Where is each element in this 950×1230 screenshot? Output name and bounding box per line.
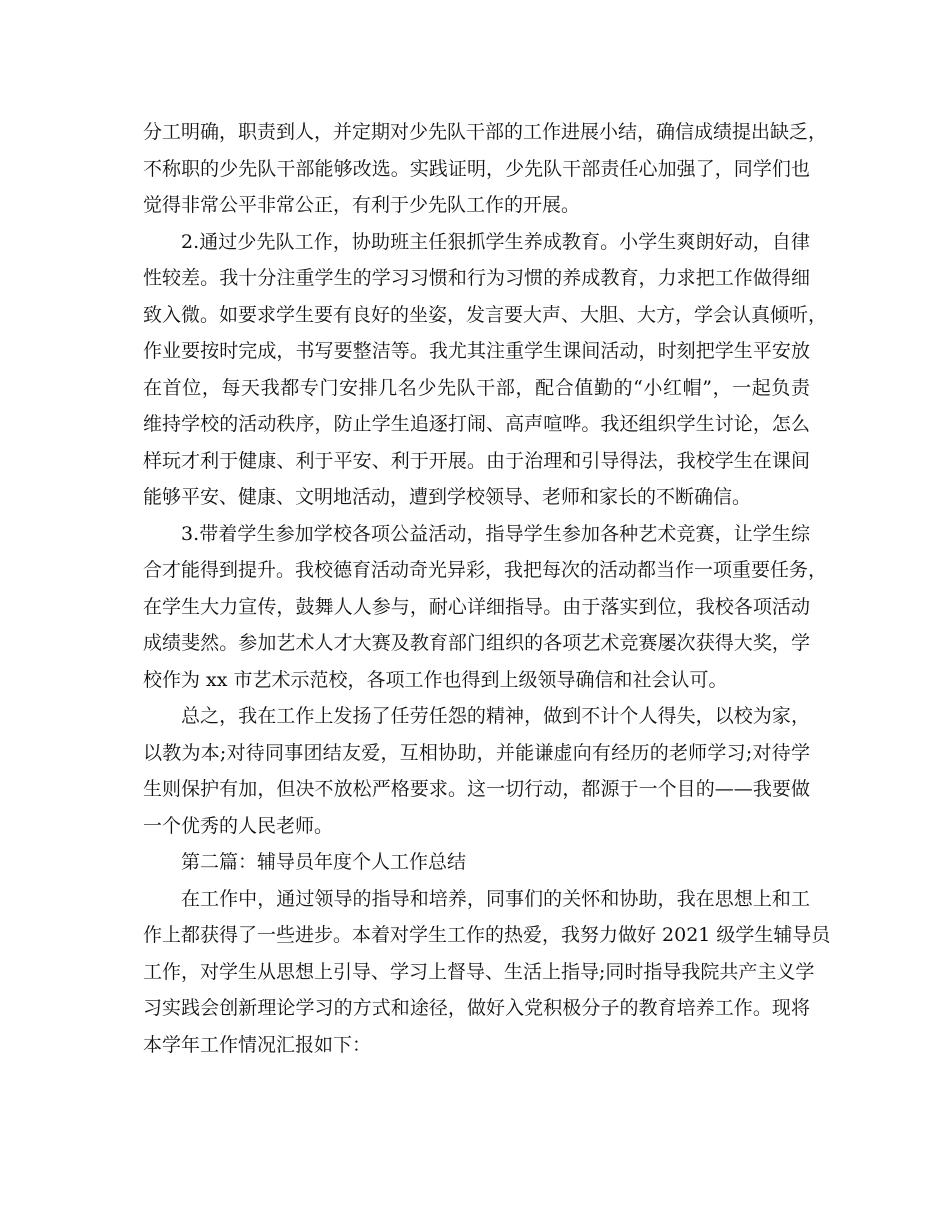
text-line: 3.带着学生参加学校各项公益活动，指导学生参加各种艺术竞赛，让学生综 [181, 522, 810, 545]
document-page [143, 114, 831, 1063]
text-line: 习实践会创新理论学习的方式和途径，做好入党积极分子的教育培养工作。现将 [143, 997, 810, 1019]
text-line: 总之，我在工作上发扬了任劳任怨的精神，做到不计个人得失，以校为家， [181, 705, 810, 727]
text-line: 觉得非常公平非常公正，有利于少先队工作的开展。 [143, 194, 581, 216]
text-line: 性较差。我十分注重学生的学习习惯和行为习惯的养成教育，力求把工作做得细 [143, 267, 810, 289]
text-line: 一个优秀的人民老师。 [143, 814, 334, 837]
text-line: 样玩才利于健康、利于平安、利于开展。由于治理和引导得法，我校学生在课间 [143, 449, 810, 472]
text-line: 合才能得到提升。我校德育活动奇光异彩，我把每次的活动都当作一项重要任务， [143, 559, 828, 581]
text-line: 作业要按时完成，书写要整洁等。我尤其注重学生课间活动，时刻把学生平安放 [143, 340, 810, 362]
text-line: 第二篇：辅导员年度个人工作总结 [181, 851, 467, 873]
text-line: 本学年工作情况汇报如下： [143, 1033, 372, 1056]
text-line: 在学生大力宣传，鼓舞人人参与，耐心详细指导。由于落实到位，我校各项活动 [143, 595, 810, 618]
text-line: 校作为 xx 市艺术示范校，各项工作也得到上级领导确信和社会认可。 [143, 668, 728, 691]
text-line: 作上都获得了一些进步。本着对学生工作的热爱，我努力做好 2021 级学生辅导员 [143, 924, 831, 946]
text-line: 能够平安、健康、文明地活动，遭到学校领导、老师和家长的不断确信。 [143, 486, 752, 508]
text-line: 在首位，每天我都专门安排几名少先队干部，配合值勤的“小红帽”，一起负责 [143, 376, 810, 399]
text-line: 不称职的少先队干部能够改选。实践证明，少先队干部责任心加强了，同学们也 [143, 157, 810, 180]
text-line: 工作，对学生从思想上引导、学习上督导、生活上指导;同时指导我院共产主义学 [143, 960, 815, 983]
text-line: 维持学校的活动秩序，防止学生追逐打闹、高声喧哗。我还组织学生讨论，怎么 [143, 413, 810, 435]
text-line: 以教为本;对待同事团结友爱，互相协助，并能谦虚向有经历的老师学习;对待学 [143, 741, 810, 764]
text-line: 2.通过少先队工作，协助班主任狠抓学生养成教育。小学生爽朗好动，自律 [181, 230, 810, 253]
text-line: 成绩斐然。参加艺术人才大赛及教育部门组织的各项艺术竞赛屡次获得大奖，学 [143, 632, 810, 654]
text-line: 在工作中，通过领导的指导和培养，同事们的关怀和协助，我在思想上和工 [181, 887, 810, 910]
text-line: 生则保护有加，但决不放松严格要求。这一切行动，都源于一个目的——我要做 [143, 778, 810, 800]
text-line: 分工明确，职责到人，并定期对少先队干部的工作进展小结，确信成绩提出缺乏， [143, 121, 828, 143]
text-line: 致入微。如要求学生要有良好的坐姿，发言要大声、大胆、大方，学会认真倾听， [143, 303, 828, 326]
